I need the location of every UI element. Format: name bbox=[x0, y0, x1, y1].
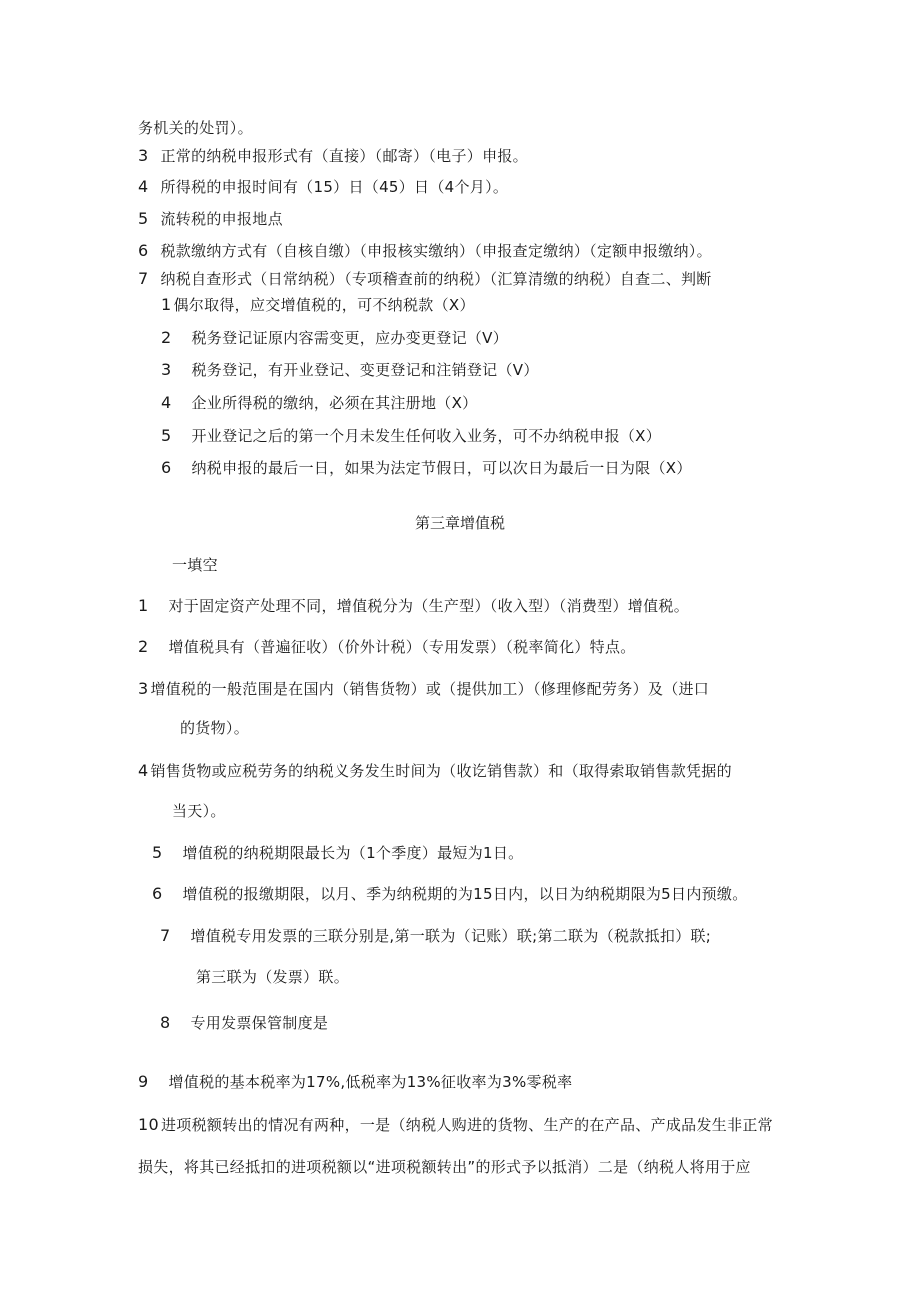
judgement-item bbox=[161, 426, 661, 446]
item-number: 9 bbox=[138, 1072, 149, 1091]
item-text: 对于固定资产处理不同，增值税分为（生产型）（收入型）（消费型）增值税。 bbox=[168, 597, 689, 615]
item-text: 税款缴纳方式有（自核自缴）（申报核实缴纳）（申报查定缴纳）（定额申报缴纳）。 bbox=[160, 242, 712, 260]
item-text: 增值税的一般范围是在国内（销售货物）或（提供加工）（修理修配劳务）及（进口 bbox=[150, 680, 710, 698]
judgement-item bbox=[161, 295, 475, 315]
fill-question bbox=[138, 637, 636, 657]
fill-question bbox=[152, 843, 523, 863]
judgement-item bbox=[161, 328, 508, 348]
item-text: 纳税自查形式（日常纳税）（专项稽查前的纳税）（汇算清缴的纳税）自查二、判断 bbox=[160, 270, 712, 288]
item-text: 正常的纳税申报形式有（直接）（邮寄）（电子）申报。 bbox=[160, 147, 528, 165]
item-number: 1 bbox=[161, 295, 172, 314]
item-number: 8 bbox=[160, 1013, 171, 1032]
fill-question-continuation: 的货物）。 bbox=[180, 719, 250, 737]
fill-question bbox=[138, 679, 709, 699]
item-number: 6 bbox=[138, 241, 149, 260]
item-text: 专用发票保管制度是 bbox=[190, 1014, 329, 1032]
item-number: 5 bbox=[152, 843, 163, 862]
item-text: 增值税的报缴期限，以月、季为纳税期的为15日内，以日为纳税期限为5日内预缴。 bbox=[182, 885, 748, 903]
judgement-item bbox=[161, 393, 477, 413]
item-text: 进项税额转出的情况有两种，一是（纳税人购进的货物、生产的在产品、产成品发生非正常 bbox=[160, 1116, 773, 1134]
item-text: 开业登记之后的第一个月未发生任何收入业务，可不办纳税申报（X） bbox=[191, 427, 662, 445]
intro-item bbox=[138, 177, 508, 197]
item-number: 10 bbox=[138, 1115, 159, 1134]
item-text: 税务登记，有开业登记、变更登记和注销登记（V） bbox=[191, 361, 539, 379]
fill-question bbox=[160, 926, 711, 946]
item-number: 1 bbox=[138, 596, 149, 615]
fill-question bbox=[138, 1115, 773, 1135]
fill-question-continuation: 当天）。 bbox=[172, 802, 226, 820]
item-number: 7 bbox=[160, 926, 171, 945]
item-text: 销售货物或应税劳务的纳税义务发生时间为（收讫销售款）和（取得索取销售款凭据的 bbox=[150, 762, 732, 780]
intro-item bbox=[138, 241, 712, 261]
judgement-item bbox=[161, 360, 539, 380]
item-number: 5 bbox=[138, 209, 149, 228]
intro-item bbox=[138, 269, 712, 289]
item-number: 4 bbox=[161, 393, 172, 412]
intro-continuation: 务机关的处罚）。 bbox=[138, 119, 253, 137]
item-number: 5 bbox=[161, 426, 172, 445]
item-number: 3 bbox=[161, 360, 172, 379]
fill-question bbox=[152, 884, 748, 904]
item-text: 流转税的申报地点 bbox=[160, 210, 283, 228]
item-number: 6 bbox=[152, 884, 163, 903]
item-text: 税务登记证原内容需变更，应办变更登记（V） bbox=[191, 329, 509, 347]
fill-question bbox=[138, 596, 689, 616]
item-number: 4 bbox=[138, 177, 149, 196]
item-number: 4 bbox=[138, 761, 149, 780]
item-number: 6 bbox=[161, 458, 172, 477]
item-number: 3 bbox=[138, 146, 149, 165]
item-number: 3 bbox=[138, 679, 149, 698]
item-text: 增值税具有（普遍征收）（价外计税）（专用发票）（税率简化）特点。 bbox=[168, 638, 636, 656]
fill-question bbox=[138, 761, 732, 781]
fill-question bbox=[138, 1072, 572, 1092]
item-number: 7 bbox=[138, 269, 149, 288]
item-text: 企业所得税的缴纳，必须在其注册地（X） bbox=[191, 394, 478, 412]
intro-item bbox=[138, 146, 528, 166]
item-text: 增值税专用发票的三联分别是,第一联为（记账）联;第二联为（税款抵扣）联; bbox=[190, 927, 712, 945]
section-heading: 一填空 bbox=[172, 556, 218, 574]
intro-item bbox=[138, 209, 283, 229]
item-text: 偶尔取得，应交增值税的，可不纳税款（X） bbox=[173, 296, 475, 314]
item-text: 增值税的纳税期限最长为（1个季度）最短为1日。 bbox=[182, 844, 524, 862]
fill-question-continuation: 第三联为（发票）联。 bbox=[196, 968, 350, 986]
item-number: 2 bbox=[138, 637, 149, 656]
judgement-item bbox=[161, 458, 692, 478]
chapter-title: 第三章增值税 bbox=[414, 514, 505, 532]
item-number: 2 bbox=[161, 328, 172, 347]
fill-question bbox=[160, 1013, 328, 1033]
fill-question-continuation: 损失，将其已经抵扣的进项税额以“进项税额转出”的形式予以抵消）二是（纳税人将用于应 bbox=[138, 1158, 751, 1176]
item-text: 所得税的申报时间有（15）日（45）日（4个月）。 bbox=[160, 178, 509, 196]
item-text: 纳税申报的最后一日，如果为法定节假日，可以次日为最后一日为限（X） bbox=[191, 459, 692, 477]
item-text: 增值税的基本税率为17%,低税率为13%征收率为3%零税率 bbox=[168, 1073, 573, 1091]
